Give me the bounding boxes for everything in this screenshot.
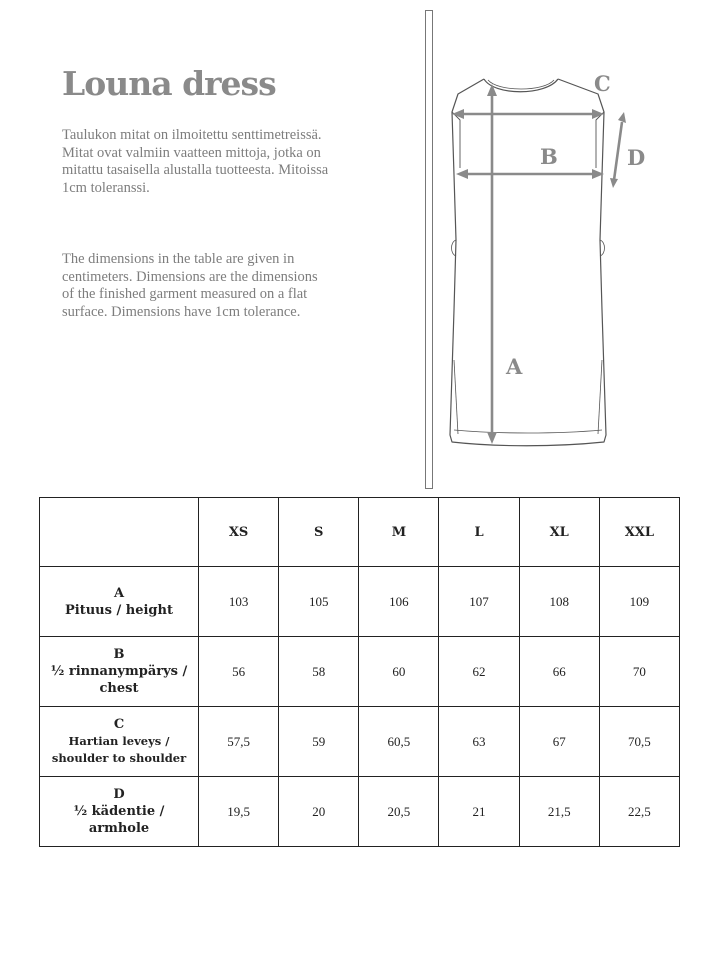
size-table bbox=[39, 497, 680, 847]
table-cell: 58 bbox=[279, 637, 359, 707]
size-header: L bbox=[439, 498, 519, 567]
table-cell: 20,5 bbox=[359, 777, 439, 847]
table-cell: 103 bbox=[199, 567, 279, 637]
row-letter: C bbox=[113, 717, 125, 732]
dress-illustration bbox=[436, 50, 626, 460]
size-header: S bbox=[279, 498, 359, 567]
table-row bbox=[40, 637, 680, 707]
table-row bbox=[40, 567, 680, 637]
table-cell: 109 bbox=[599, 567, 679, 637]
size-header-row bbox=[40, 498, 680, 567]
table-cell: 70,5 bbox=[599, 707, 679, 777]
table-row bbox=[40, 777, 680, 847]
row-letter: D bbox=[113, 787, 125, 802]
dimension-label-a: A bbox=[506, 354, 523, 379]
size-header: XXL bbox=[599, 498, 679, 567]
row-letter: A bbox=[113, 585, 125, 601]
table-cell: 67 bbox=[519, 707, 599, 777]
row-label: ½ kädentie / armhole bbox=[73, 804, 165, 836]
description-english: The dimensions in the table are given in centimeters. Dimensions are the dimensions of the finished garment measured on a flat surface. Dimensions have 1cm tolerance. bbox=[62, 251, 318, 320]
size-header: XS bbox=[199, 498, 279, 567]
dimension-label-d: D bbox=[627, 145, 646, 170]
row-label: Pituus / height bbox=[65, 602, 173, 618]
size-header: XL bbox=[519, 498, 599, 567]
table-cell: 19,5 bbox=[199, 777, 279, 847]
row-label: ½ rinnanympärys / chest bbox=[50, 664, 188, 696]
table-cell: 63 bbox=[439, 707, 519, 777]
description-finnish: Taulukon mitat on ilmoitettu senttimetreissä. Mitat ovat valmiin vaatteen mittoja, jotka on mitattu tasaisella alustalla tuotteesta. Mitoissa 1cm toleranssi. bbox=[62, 127, 329, 196]
table-cell: 59 bbox=[279, 707, 359, 777]
table-cell: 70 bbox=[599, 637, 679, 707]
row-label: Hartian leveys / shoulder to shoulder bbox=[51, 734, 187, 765]
table-row bbox=[40, 707, 680, 777]
table-cell: 56 bbox=[199, 637, 279, 707]
row-letter: B bbox=[113, 647, 125, 662]
table-cell: 21,5 bbox=[519, 777, 599, 847]
table-cell: 106 bbox=[359, 567, 439, 637]
dimension-label-b: B bbox=[540, 144, 558, 169]
table-cell: 20 bbox=[279, 777, 359, 847]
table-cell: 60,5 bbox=[359, 707, 439, 777]
size-header: M bbox=[359, 498, 439, 567]
row-header-d bbox=[40, 777, 199, 847]
dimension-label-c: C bbox=[594, 71, 611, 96]
table-cell: 22,5 bbox=[599, 777, 679, 847]
vertical-divider bbox=[425, 10, 433, 489]
header-corner-cell bbox=[40, 498, 199, 567]
row-header-b bbox=[40, 637, 199, 707]
table-cell: 21 bbox=[439, 777, 519, 847]
table-cell: 57,5 bbox=[199, 707, 279, 777]
table-cell: 66 bbox=[519, 637, 599, 707]
table-cell: 105 bbox=[279, 567, 359, 637]
row-header-c bbox=[40, 707, 199, 777]
table-cell: 60 bbox=[359, 637, 439, 707]
table-cell: 108 bbox=[519, 567, 599, 637]
row-header-a bbox=[40, 567, 199, 637]
table-cell: 107 bbox=[439, 567, 519, 637]
page-title: Louna dress bbox=[62, 64, 276, 103]
table-cell: 62 bbox=[439, 637, 519, 707]
